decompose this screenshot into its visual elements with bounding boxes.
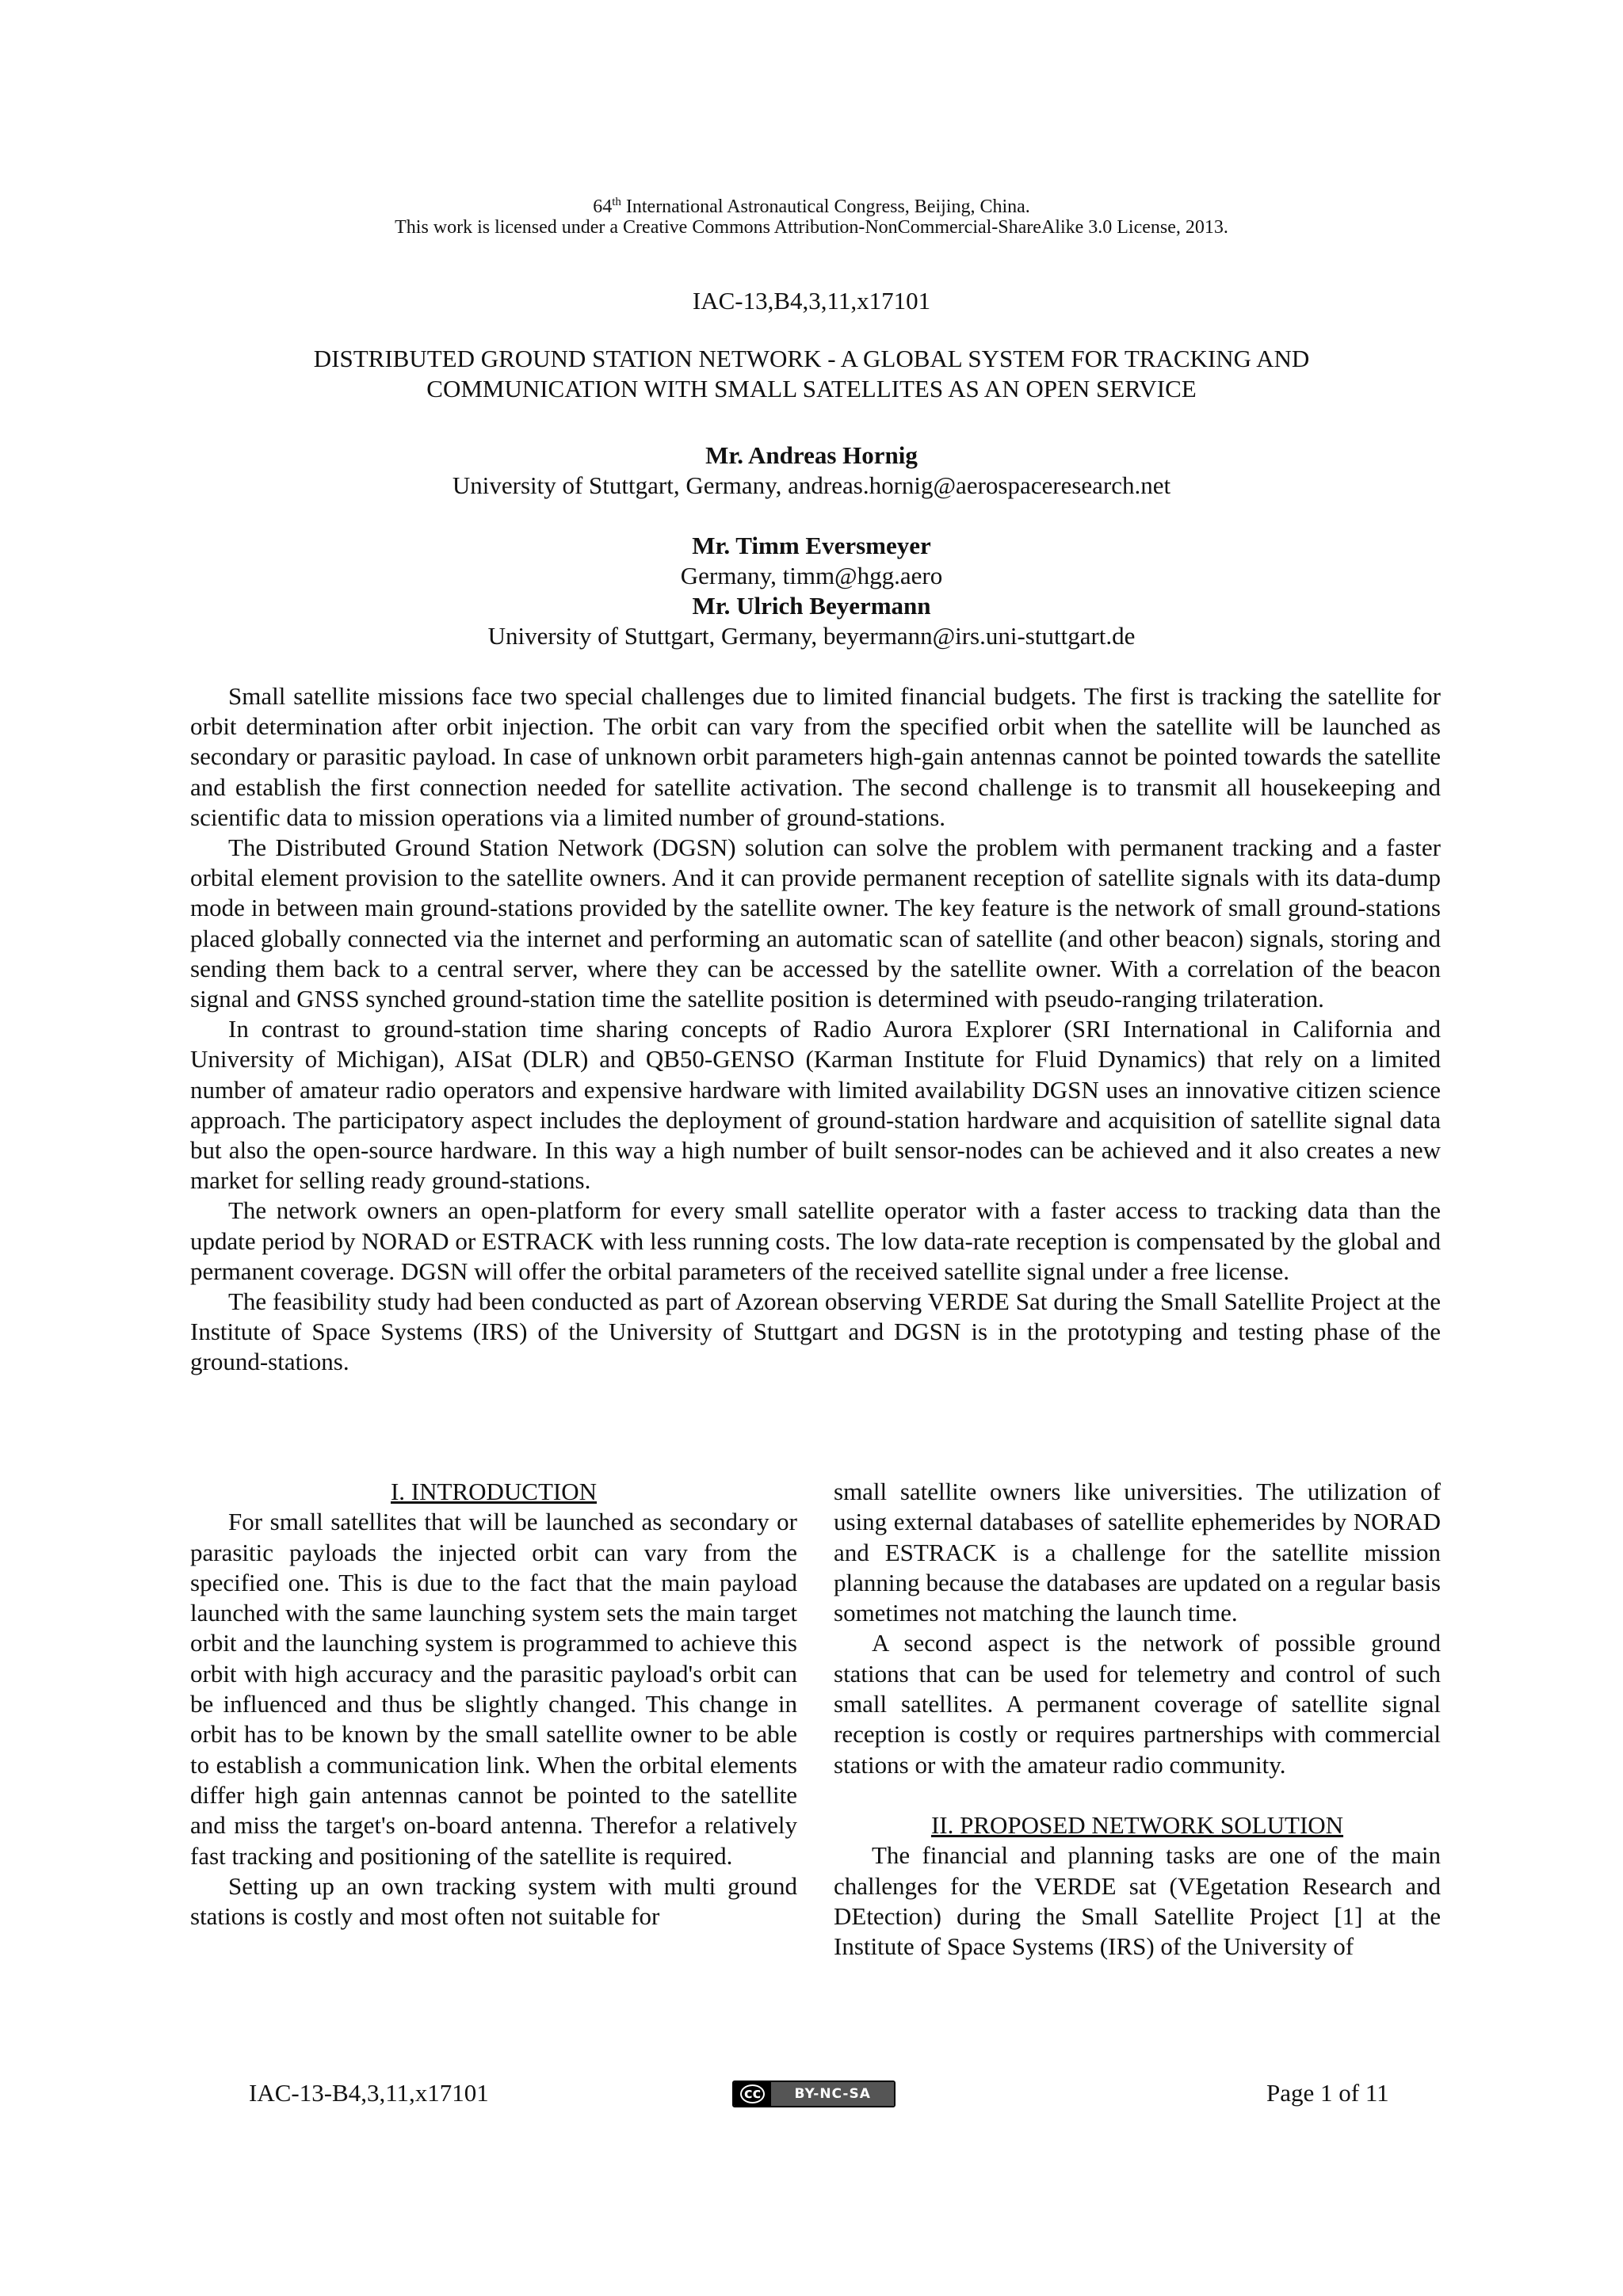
abstract-paragraph: In contrast to ground-station time sharing concepts of Radio Aurora Explorer (SRI International in California and University of Michigan), AISat (DLR) and QB50-GENSO (Karman Institute for Fluid Dynamics) that rely on a limited number of amateur radio operators and expensive hardware with limited availability DGSN uses an innovative citizen science approach. The participatory aspect includes the deployment of ground-station hardware and acquisition of satellite signal data but also the open-source hardware. In this way a high number of built sensor-nodes can be achieved and it also creates a new market for selling ready ground-stations. — [190, 1015, 1441, 1195]
author-affiliation: University of Stuttgart, Germany, beyermann@irs.uni-stuttgart.de — [487, 622, 1136, 650]
body-paragraph: Setting up an own tracking system with multi ground stations is costly and most often not suitable for — [190, 1871, 797, 1931]
author-name: Mr. Timm Eversmeyer — [692, 532, 931, 559]
author-block — [0, 441, 1623, 501]
right-column — [834, 1477, 1441, 1962]
cc-icon: cc — [734, 2082, 771, 2106]
body-paragraph: The financial and planning tasks are one of the main challenges for the VERDE sat (VEgetation Research and DEtection) during the Small Satellite Project [1] at the Institute of Space Systems (IRS) of the University of — [834, 1841, 1441, 1961]
author-affiliation: University of Stuttgart, Germany, andreas.hornig@aerospaceresearch.net — [452, 471, 1171, 499]
abstract-paragraph: The feasibility study had been conducted as part of Azorean observing VERDE Sat during the Small Satellite Project at the Institute of Space Systems (IRS) of the University of Stuttgart and DGSN is in the prototyping and testing phase of the ground-stations. — [190, 1287, 1441, 1376]
author-affiliation: Germany, timm@hgg.aero — [680, 562, 943, 589]
abstract — [190, 681, 1441, 1378]
abstract-paragraph: The network owners an open-platform for every small satellite operator with a faster access to tracking data than the update period by NORAD or ESTRACK with less running costs. The low data-rate reception is compensated by the global and permanent coverage. DGSN will offer the orbital parameters of the received satellite signal under a free license. — [190, 1196, 1441, 1285]
section-heading-introduction: I. INTRODUCTION — [390, 1478, 598, 1505]
license-type: BY-NC-SA — [771, 2082, 894, 2106]
body-paragraph: For small satellites that will be launched as secondary or parasitic payloads the injected orbit can vary from the specified one. This is due to the fact that the main payload launched with the same launching system sets the main target orbit and the launching system is programmed to achieve this orbit with high accuracy and the parasitic payload's orbit can be influenced and thus be slightly changed. This change in orbit has to be known by the small satellite owner to be able to establish a communication link. When the orbital elements differ high gain antennas cannot be pointed to the satellite and miss the target's on-board antenna. Therefor a relatively fast tracking and positioning of the satellite is required. — [190, 1508, 797, 1870]
footer-page-number: Page 1 of 11 — [1266, 2079, 1389, 2107]
paper-title: DISTRIBUTED GROUND STATION NETWORK - A GLOBAL SYSTEM FOR TRACKING AND COMMUNICATION WITH SMALL SATELLITES AS AN OPEN SERVICE — [313, 345, 1310, 402]
abstract-paragraph: Small satellite missions face two special challenges due to limited financial budgets. The first is tracking the satellite for orbit determination after orbit injection. The orbit can vary from the specified orbit when the satellite will be launched as secondary or parasitic payload. In case of unknown orbit parameters high-gain antennas cannot be pointed towards the satellite and establish the first connection needed for satellite activation. The second challenge is to transmit all housekeeping and scientific data to mission operations via a limited number of ground-stations. — [190, 682, 1441, 831]
author-block — [0, 591, 1623, 651]
author-name: Mr. Ulrich Beyermann — [692, 592, 931, 620]
abstract-paragraph: The Distributed Ground Station Network (DGSN) solution can solve the problem with permanent tracking and a faster orbital element provision to the satellite owners. And it can provide permanent reception of satellite signals with its data-dump mode in between main ground-stations provided by the satellite owner. The key feature is the network of small ground-stations placed globally connected via the internet and performing an automatic scan of satellite (and other beacon) signals, storing and sending them back to a central server, where they can be accessed by the satellite owner. With a correlation of the beacon signal and GNSS synched ground-station time the satellite position is determined with pseudo-ranging trilateration. — [190, 833, 1441, 1013]
license-line: This work is licensed under a Creative Commons Attribution-NonCommercial-ShareAlike 3.0 License, 2013. — [395, 217, 1228, 238]
body-paragraph: A second aspect is the network of possible ground stations that can be used for telemetry and control of such small satellites. A permanent coverage of satellite signal reception is costly or requires partnerships with commercial stations or with the amateur radio community. — [834, 1629, 1441, 1779]
author-block — [0, 531, 1623, 591]
author-name: Mr. Andreas Hornig — [705, 441, 918, 469]
cc-license-badge — [732, 2081, 896, 2107]
left-column — [190, 1477, 797, 1932]
conference-line: 64th International Astronautical Congress, Beijing, China. — [593, 196, 1030, 217]
footer-paper-id: IAC-13-B4,3,11,x17101 — [249, 2079, 489, 2107]
body-paragraph: small satellite owners like universities. The utilization of using external databases of satellite ephemerides by NORAD and ESTRACK is a challenge for the satellite mission planning because the databases are updated on a regular basis sometimes not matching the launch time. — [834, 1478, 1441, 1627]
paper-id: IAC-13,B4,3,11,x17101 — [692, 287, 931, 315]
section-heading-network-solution: II. PROPOSED NETWORK SOLUTION — [930, 1810, 1344, 1839]
